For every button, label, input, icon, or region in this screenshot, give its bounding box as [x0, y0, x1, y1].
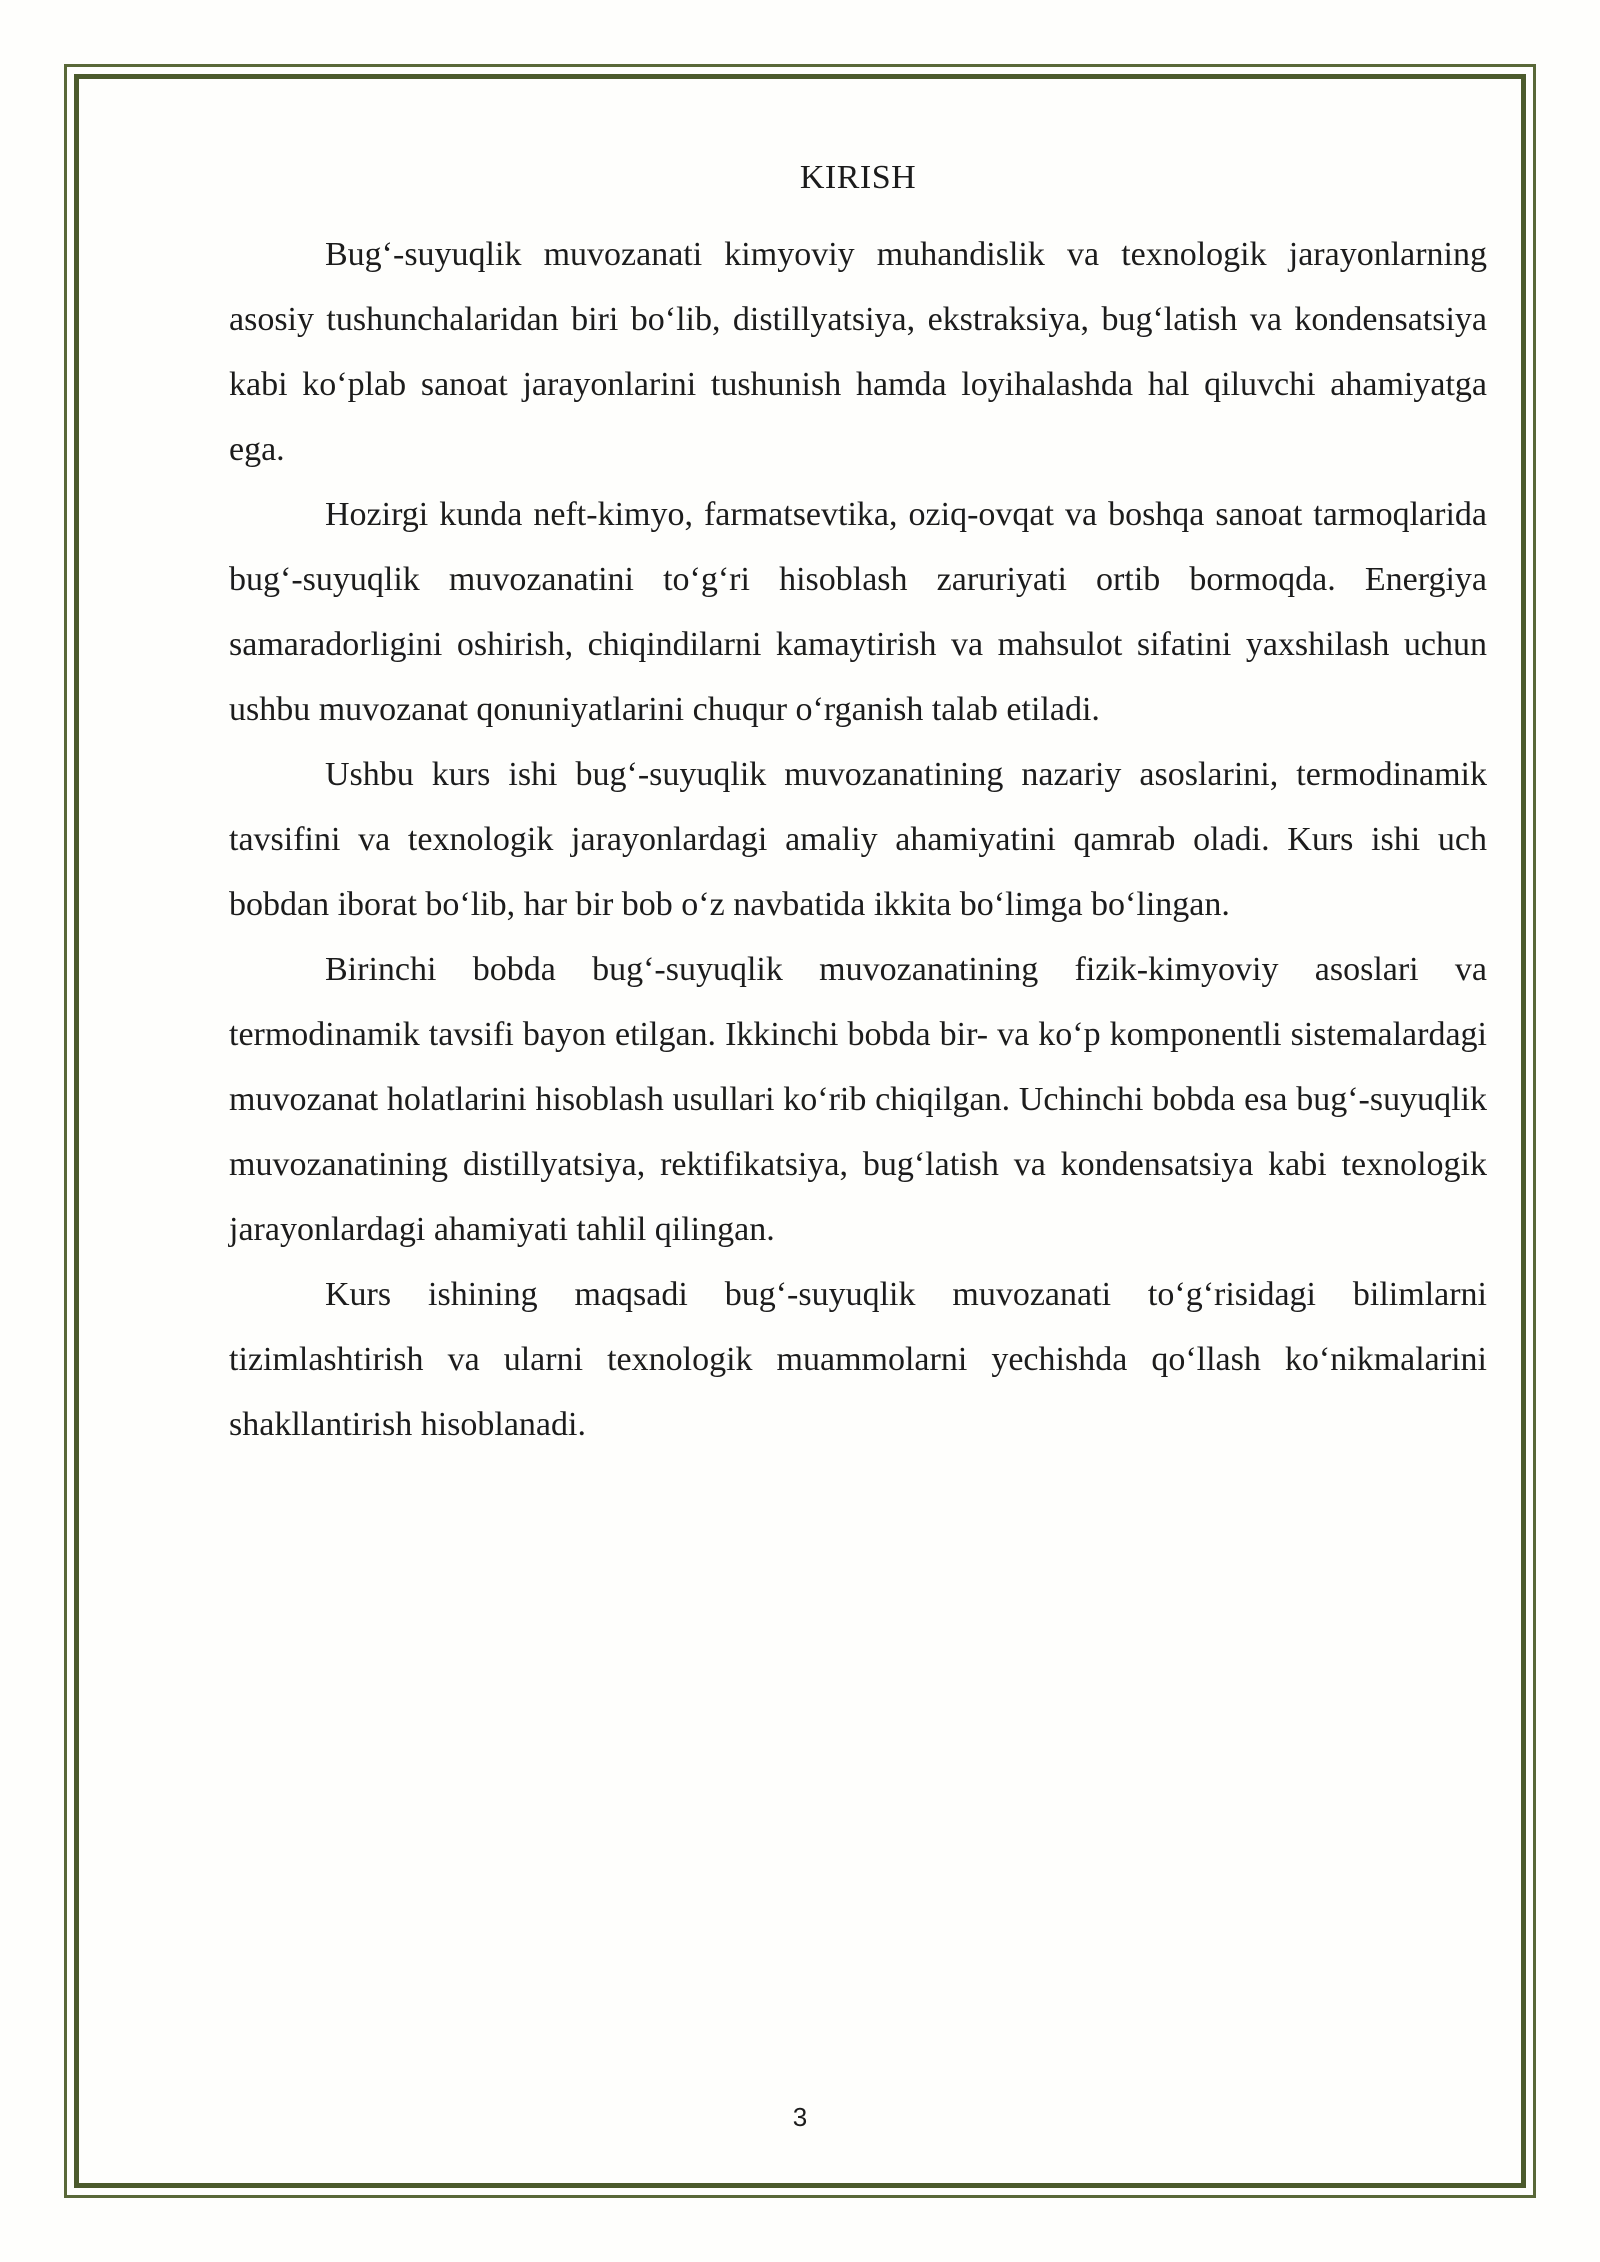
- paragraph: Bug‘-suyuqlik muvozanati kimyoviy muhandislik va texnologik jarayonlarning asosiy tushunchalaridan biri bo‘lib, distillyatsiya, ekstraksiya, bug‘latish va kondensatsiya kabi ko‘plab sanoat jarayonlarini tushunish hamda loyihalashda hal qiluvchi ahamiyatga ega.: [229, 236, 1487, 468]
- page-number: 3: [792, 2102, 808, 2132]
- paragraph: Kurs ishining maqsadi bug‘-suyuqlik muvozanati to‘g‘risidagi bilimlarni tizimlashtirish va ularni texnologik muammolarni yechishda qo‘llash ko‘nikmalarini shakllantirish hisoblanadi.: [229, 1276, 1487, 1443]
- page-content: [229, 148, 1487, 1457]
- paragraph: Ushbu kurs ishi bug‘-suyuqlik muvozanatining nazariy asoslarini, termodinamik tavsifini va texnologik jarayonlardagi amaliy ahamiyatini qamrab oladi. Kurs ishi uch bobdan iborat bo‘lib, har bir bob o‘z navbatida ikkita bo‘limga bo‘lingan.: [229, 756, 1487, 923]
- section-heading: KIRISH: [799, 159, 917, 196]
- paragraph: Hozirgi kunda neft-kimyo, farmatsevtika, oziq-ovqat va boshqa sanoat tarmoqlarida bug‘-suyuqlik muvozanatini to‘g‘ri hisoblash zaruriyati ortib bormoqda. Energiya samaradorligini oshirish, chiqindilarni kamaytirish va mahsulot sifatini yaxshilash uchun ushbu muvozanat qonuniyatlarini chuqur o‘rganish talab etiladi.: [229, 496, 1487, 728]
- paragraph: Birinchi bobda bug‘-suyuqlik muvozanatining fizik-kimyoviy asoslari va termodinamik tavsifi bayon etilgan. Ikkinchi bobda bir- va ko‘p komponentli sistemalardagi muvozanat holatlarini hisoblash usullari ko‘rib chiqilgan. Uchinchi bobda esa bug‘-suyuqlik muvozanatining distillyatsiya, rektifikatsiya, bug‘latish va kondensatsiya kabi texnologik jarayonlardagi ahamiyati tahlil qilingan.: [229, 951, 1487, 1248]
